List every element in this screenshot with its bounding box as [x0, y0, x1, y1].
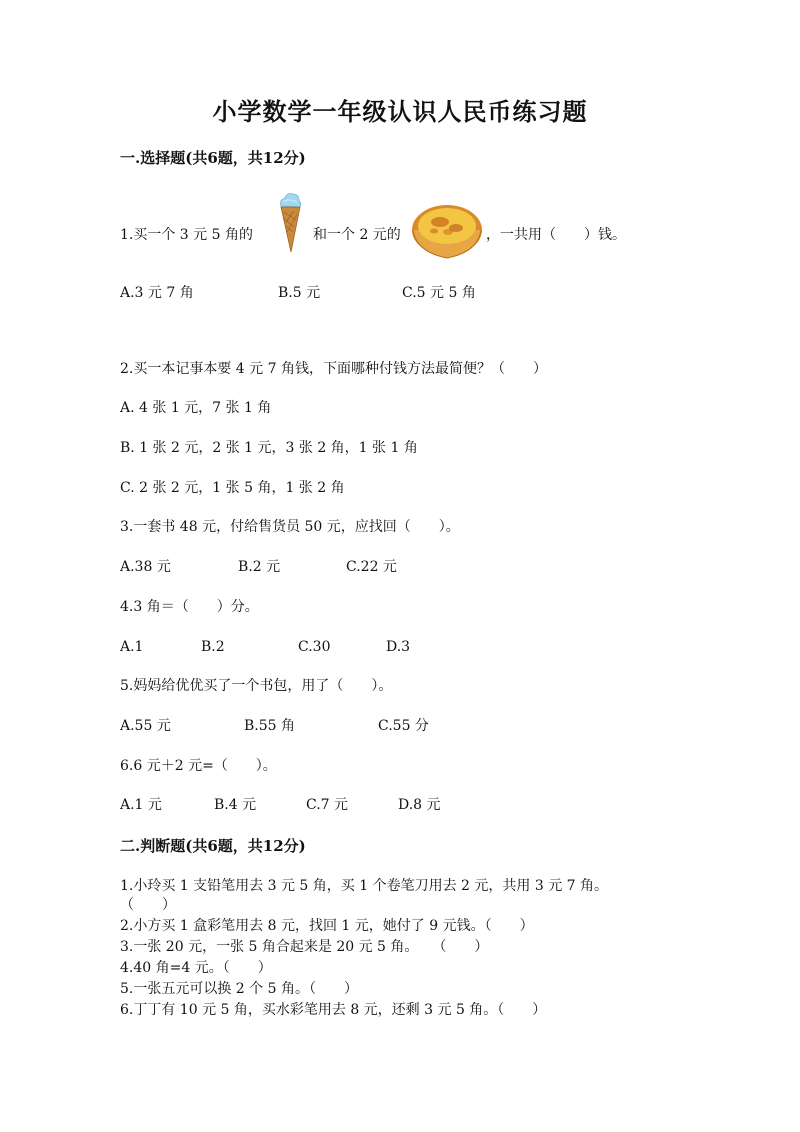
q6-option-d: D.8 元: [398, 797, 441, 813]
q4-option-b: B.2: [201, 639, 225, 655]
q1-option-b: B.5 元: [278, 285, 321, 301]
q3-text: 3.一套书 48 元，付给售货员 50 元，应找回（ ）。: [120, 519, 460, 535]
q4-option-d: D.3: [386, 639, 411, 655]
judgement-item-6: 6.丁丁有 10 元 5 角，买水彩笔用去 8 元，还剩 3 元 5 角。（ ）: [120, 1002, 547, 1018]
q2-text: 2.买一本记事本要 4 元 7 角钱，下面哪种付钱方法最简便？（ ）: [120, 361, 547, 377]
q1-option-c: C.5 元 5 角: [402, 285, 476, 301]
q3-option-a: A.38 元: [120, 559, 171, 575]
q5-text: 5.妈妈给优优买了一个书包，用了（ ）。: [120, 678, 393, 694]
judgement-item-3: 3.一张 20 元，一张 5 角合起来是 20 元 5 角。 （ ）: [120, 939, 489, 955]
q5-option-a: A.55 元: [120, 718, 171, 734]
q1-option-a: A.3 元 7 角: [120, 285, 194, 301]
q6-option-a: A.1 元: [120, 797, 162, 813]
q1-text-part2: 和一个 2 元的: [313, 227, 401, 243]
q5-option-b: B.55 角: [244, 718, 296, 734]
q3-option-b: B.2 元: [238, 559, 281, 575]
ice-cream-cone-picture: [277, 192, 303, 254]
q6-option-c: C.7 元: [306, 797, 349, 813]
judgement-item-4: 4.40 角=4 元。（ ）: [120, 960, 272, 976]
q6-option-b: B.4 元: [214, 797, 257, 813]
page-title: 小学数学一年级认识人民币练习题: [212, 97, 588, 126]
q4-text: 4.3 角＝（ ）分。: [120, 599, 259, 615]
q5-option-c: C.55 分: [378, 718, 429, 734]
judgement-item-5: 5.一张五元可以换 2 个 5 角。（ ）: [120, 981, 358, 997]
q6-text: 6.6 元＋2 元=（ ）。: [120, 758, 277, 774]
section-heading-judgement: 二.判断题(共6题，共12分): [120, 837, 306, 855]
egg-tart-picture: [410, 200, 484, 262]
q4-option-a: A.1: [120, 639, 144, 655]
judgement-item-1-bracket: （ ）: [120, 897, 176, 913]
q4-option-c: C.30: [298, 639, 331, 655]
q2-option-a: A. 4 张 1 元，7 张 1 角: [120, 400, 272, 416]
q2-option-b: B. 1 张 2 元，2 张 1 元，3 张 2 角，1 张 1 角: [120, 440, 418, 456]
q2-option-c: C. 2 张 2 元，1 张 5 角，1 张 2 角: [120, 480, 345, 496]
section-heading-choice: 一.选择题(共6题，共12分): [120, 149, 306, 167]
judgement-item-2: 2.小方买 1 盒彩笔用去 8 元，找回 1 元，她付了 9 元钱。（ ）: [120, 918, 534, 934]
q1-text-part1: 1.买一个 3 元 5 角的: [120, 227, 253, 243]
q1-text-part3: ，一共用（ ）钱。: [486, 227, 626, 243]
judgement-item-1: 1.小玲买 1 支铅笔用去 3 元 5 角，买 1 个卷笔刀用去 2 元，共用 3 元 7 角。: [120, 878, 609, 894]
q3-option-c: C.22 元: [346, 559, 397, 575]
